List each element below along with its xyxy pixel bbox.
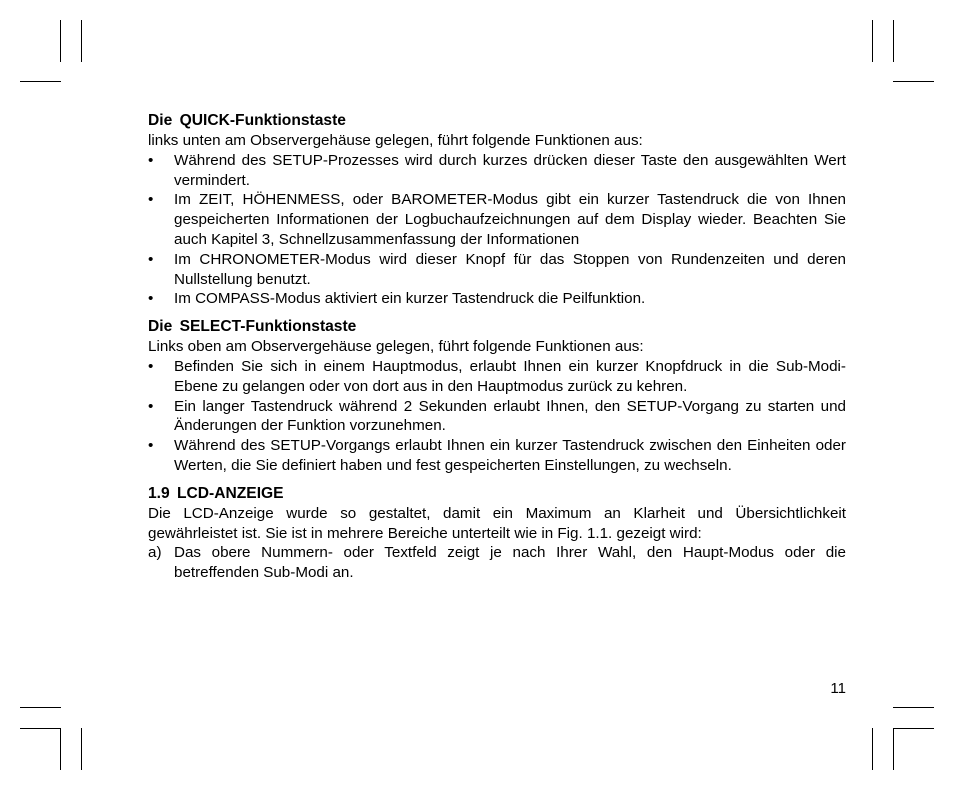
section-quick-button	[148, 111, 846, 309]
crop-mark	[81, 20, 82, 62]
crop-mark	[20, 728, 61, 729]
list-item	[148, 397, 846, 437]
crop-mark	[81, 728, 82, 770]
crop-mark	[60, 728, 61, 770]
crop-mark	[893, 20, 894, 62]
crop-mark	[60, 20, 61, 62]
bullet-marker: •	[148, 191, 154, 209]
crop-mark	[893, 728, 894, 770]
list-item-text: Ein langer Tastendruck während 2 Sekunden erlaubt Ihnen, den SETUP-Vorgang zu starten und Änderungen der Funktion vorzunehmen.	[174, 397, 846, 435]
page-number: 11	[830, 680, 846, 697]
section-heading: Die QUICK-Funktionstaste	[148, 112, 346, 129]
list-item-text: Das obere Nummern- oder Textfeld zeigt je nach Ihrer Wahl, den Haupt-Modus oder die betreffenden Sub-Modi an.	[174, 544, 846, 582]
page-body	[148, 111, 846, 583]
bullet-marker: •	[148, 290, 154, 308]
list-item	[148, 151, 846, 191]
list-item	[148, 289, 846, 309]
list-item-text: Im ZEIT, HÖHENMESS, oder BAROMETER-Modus gibt ein kurzer Tastendruck die von Ihnen gespeicherten Informationen der Logbuchaufzeichnungen auf dem Display wieder. Beachten Sie auch Kapitel 3, Schnellzusammenfassung der Informationen	[174, 191, 846, 248]
bullet-list	[148, 357, 846, 476]
section-heading: Die SELECT-Funktionstaste	[148, 318, 357, 336]
list-item	[148, 190, 846, 249]
section-select-button	[148, 317, 846, 476]
crop-mark	[20, 707, 61, 708]
section-intro: Links oben am Observergehäuse gelegen, führt folgende Funktionen aus:	[148, 338, 644, 356]
list-item	[148, 436, 846, 476]
section-heading: 1.9 LCD-ANZEIGE	[148, 484, 284, 502]
bullet-marker: •	[148, 357, 154, 375]
section-lcd-display	[148, 484, 846, 583]
list-item	[148, 543, 846, 583]
bullet-marker: •	[148, 151, 154, 169]
bullet-marker: •	[148, 397, 154, 415]
list-item	[148, 357, 846, 397]
section-intro: Die LCD-Anzeige wurde so gestaltet, damit ein Maximum an Klarheit und Übersichtlichkeit gewährleistet ist. Sie ist in mehrere Bereiche unterteilt wie in Fig. 1.1. gezeigt wird:	[148, 504, 846, 542]
crop-mark	[893, 728, 934, 729]
crop-mark	[893, 707, 934, 708]
list-item-text: Während des SETUP-Prozesses wird durch kurzes drücken dieser Taste den ausgewählten Wert vermindert.	[174, 151, 846, 189]
crop-mark	[893, 81, 934, 82]
list-item-text: Befinden Sie sich in einem Hauptmodus, erlaubt Ihnen ein kurzer Knopfdruck in die Sub-Modi-Ebene zu gelangen oder von dort aus in den Hauptmodus zurück zu kehren.	[174, 357, 846, 395]
bullet-marker: •	[148, 250, 154, 268]
list-item-text: Im CHRONOMETER-Modus wird dieser Knopf für das Stoppen von Rundenzeiten und deren Nullstellung benutzt.	[174, 250, 846, 288]
list-item	[148, 250, 846, 290]
list-item-text: Während des SETUP-Vorgangs erlaubt Ihnen ein kurzer Tastendruck zwischen den Einheiten oder Werten, die Sie definiert haben und fest gespeicherten Einstellungen, zu wechseln.	[174, 437, 846, 474]
lettered-list	[148, 543, 846, 583]
bullet-list	[148, 151, 846, 309]
section-intro: links unten am Observergehäuse gelegen, führt folgende Funktionen aus:	[148, 132, 643, 149]
crop-mark	[872, 20, 873, 62]
list-marker: a)	[148, 544, 162, 562]
crop-mark	[872, 728, 873, 770]
crop-mark	[20, 81, 61, 82]
list-item-text: Im COMPASS-Modus aktiviert ein kurzer Tastendruck die Peilfunktion.	[174, 290, 646, 308]
bullet-marker: •	[148, 437, 154, 455]
